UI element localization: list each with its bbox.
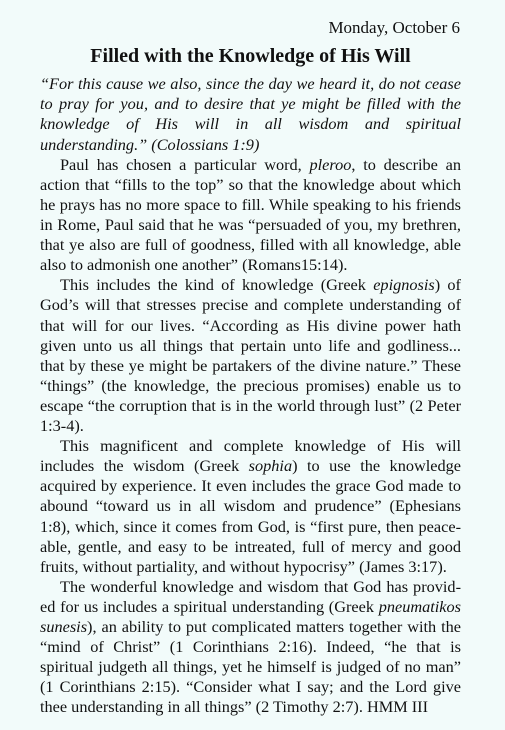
body-paragraph: This includes the kind of knowledge (Greek epignosis) of God’s will that stresses precise and complete understanding of that will for our lives. “According as His divine power hath given unto us all things that pertain unto life and godliness... that by these ye might be partakers of the divine nature.” These “things” (the knowledge, the precious promises) enable us to escape “the corruption that is in the world through lust” (2 Peter 1:3-4).	[40, 275, 461, 436]
date-line: Monday, October 6	[328, 18, 460, 37]
scripture-verse: “For this cause we also, since the day we heard it, do not cease to pray for you, and to desire that ye might be filled with the knowledge of His will in all wisdom and spiritual understanding.” (Colossians 1:9)	[40, 74, 461, 154]
page-title: Filled with the Knowledge of His Will	[90, 45, 411, 67]
body-paragraph: This magnificent and complete knowledge of His will includes the wisdom (Greek sophia) to use the knowledge acquired by experience. It even includes the grace God made to abound “toward us in all wisdom and prudence” (Ephesians 1:8), which, since it comes from God, is “first pure, then peace-able, gentle, and easy to be intreated, full of mercy and good fruits, without partiality, and without hypocrisy” (James 3:17).	[40, 436, 461, 576]
body-paragraph: The wonderful knowledge and wisdom that God has provid-ed for us includes a spiritual understanding (Greek pneumatikos sunesis), an ability to put complicated matters together with the “mind of Christ” (1 Corinthians 2:16). Indeed, “he that is spiritual judgeth all things, yet he himself is judged of no man” (1 Corinthians 2:15). “Consider what I say; and the Lord give thee understanding in all things” (2 Timothy 2:7). HMM III	[40, 576, 461, 717]
body-paragraph: Paul has chosen a particular word, pleroo, to describe an action that “fills to the top” so that the knowledge about which he prays has no more space to fill. While speaking to his friends in Rome, Paul said that he was “persuaded of you, my brethren, that ye also are full of goodness, filled with all knowledge, able also to admonish one another” (Romans15:14).	[40, 154, 461, 275]
